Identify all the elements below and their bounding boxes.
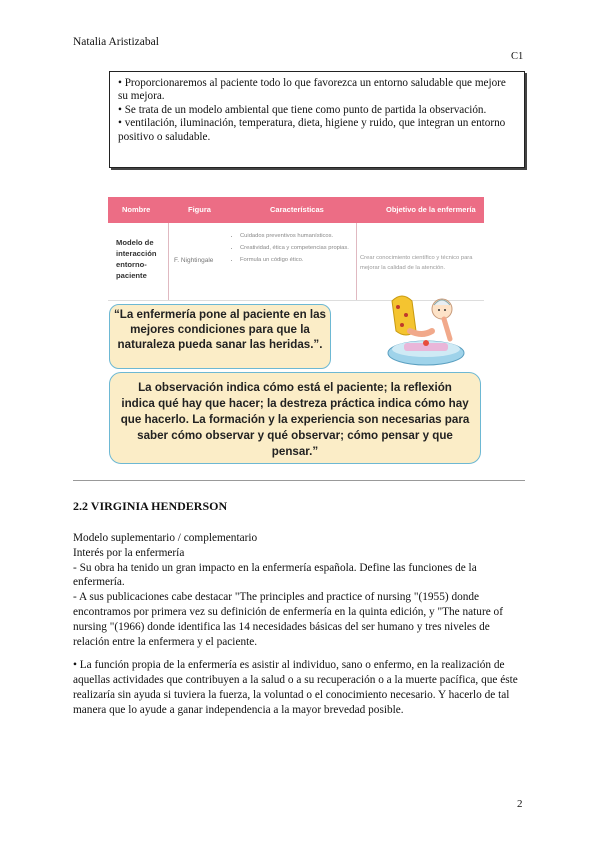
note-line: • Se trata de un modelo ambiental que tiene como punto de partida la observación. — [118, 103, 487, 116]
paragraph: Interés por la enfermería — [73, 546, 185, 559]
header-objetivo: Objetivo de la enfermería — [386, 205, 476, 214]
course-code: C1 — [511, 51, 524, 62]
characteristic-item: • Creatividad, ética y competencias propias. — [240, 243, 360, 253]
quote-box-nature: “La enfermería pone al paciente en las mejores condiciones para que la naturaleza pueda sanar las heridas.”. — [109, 304, 331, 369]
cell-name: Modelo de interacción entorno-paciente — [116, 238, 157, 280]
summary-note-box — [109, 71, 525, 168]
cell-figure: F. Nightingale — [174, 257, 214, 264]
author-name: Natalia Aristizabal — [73, 36, 159, 48]
patient-washing-illustration — [382, 291, 470, 369]
page-number: 2 — [517, 798, 523, 810]
characteristic-item: • Cuidados preventivos humanísticos. — [240, 231, 360, 241]
quote-box-observation: La observación indica cómo está el paciente; la reflexión indica qué hay que hacer; la destreza práctica indica cómo hay que hacerlo. La formación y la experiencia son necesarias para saber cómo observar y qué observar; cómo pensar y que pensar.” — [109, 372, 481, 464]
section-divider — [73, 480, 525, 481]
table-header — [108, 197, 484, 223]
cell-objective: Crear conocimiento científico y técnico para mejorar la calidad de la atención. — [360, 255, 473, 271]
paragraph: Modelo suplementario / complementario — [73, 532, 258, 544]
header-caracteristicas: Características — [270, 205, 324, 214]
header-nombre: Nombre — [122, 205, 151, 214]
paragraph: - Su obra ha tenido un gran impacto en la enfermería española. Define las funciones de la enfermería. — [73, 561, 477, 589]
characteristic-item: • Formula un código ético. — [240, 255, 360, 265]
header-figura: Figura — [188, 205, 211, 214]
paragraph: - A sus publicaciones cabe destacar "The principles and practice of nursing "(1955) donde encontramos por primera vez su definición de enfermería en la quinta edición, y "The nature of nursing "(1966) donde identifica las 14 necesidades básicas del ser humano y tres niveles de relación entre la enfermera y el paciente. — [73, 591, 503, 648]
section-title: 2.2 VIRGINIA HENDERSON — [73, 499, 228, 513]
note-line: • Proporcionaremos al paciente todo lo que favorezca un entorno saludable que mejore su mejora. — [118, 77, 506, 103]
table-row — [108, 223, 484, 301]
nightingale-model-table — [108, 197, 484, 300]
function-paragraph: • La función propia de la enfermería es asistir al individuo, sano o enfermo, en la realización de aquellas actividades que contribuyen a la salud o a su recuperación o a la muerte pacífica, que éste realizaría sin ayuda si tuviera la fuerza, la voluntad o el conocimiento necesario. Y hacerlo de tal manera que lo ayude a ganar independencia a la mayor brevedad posible. — [73, 659, 518, 716]
section-body — [73, 531, 528, 718]
note-line: • ventilación, iluminación, temperatura, dieta, higiene y ruido, que integran un entorno positivo o saludable. — [118, 117, 506, 143]
cell-characteristics — [230, 231, 360, 267]
